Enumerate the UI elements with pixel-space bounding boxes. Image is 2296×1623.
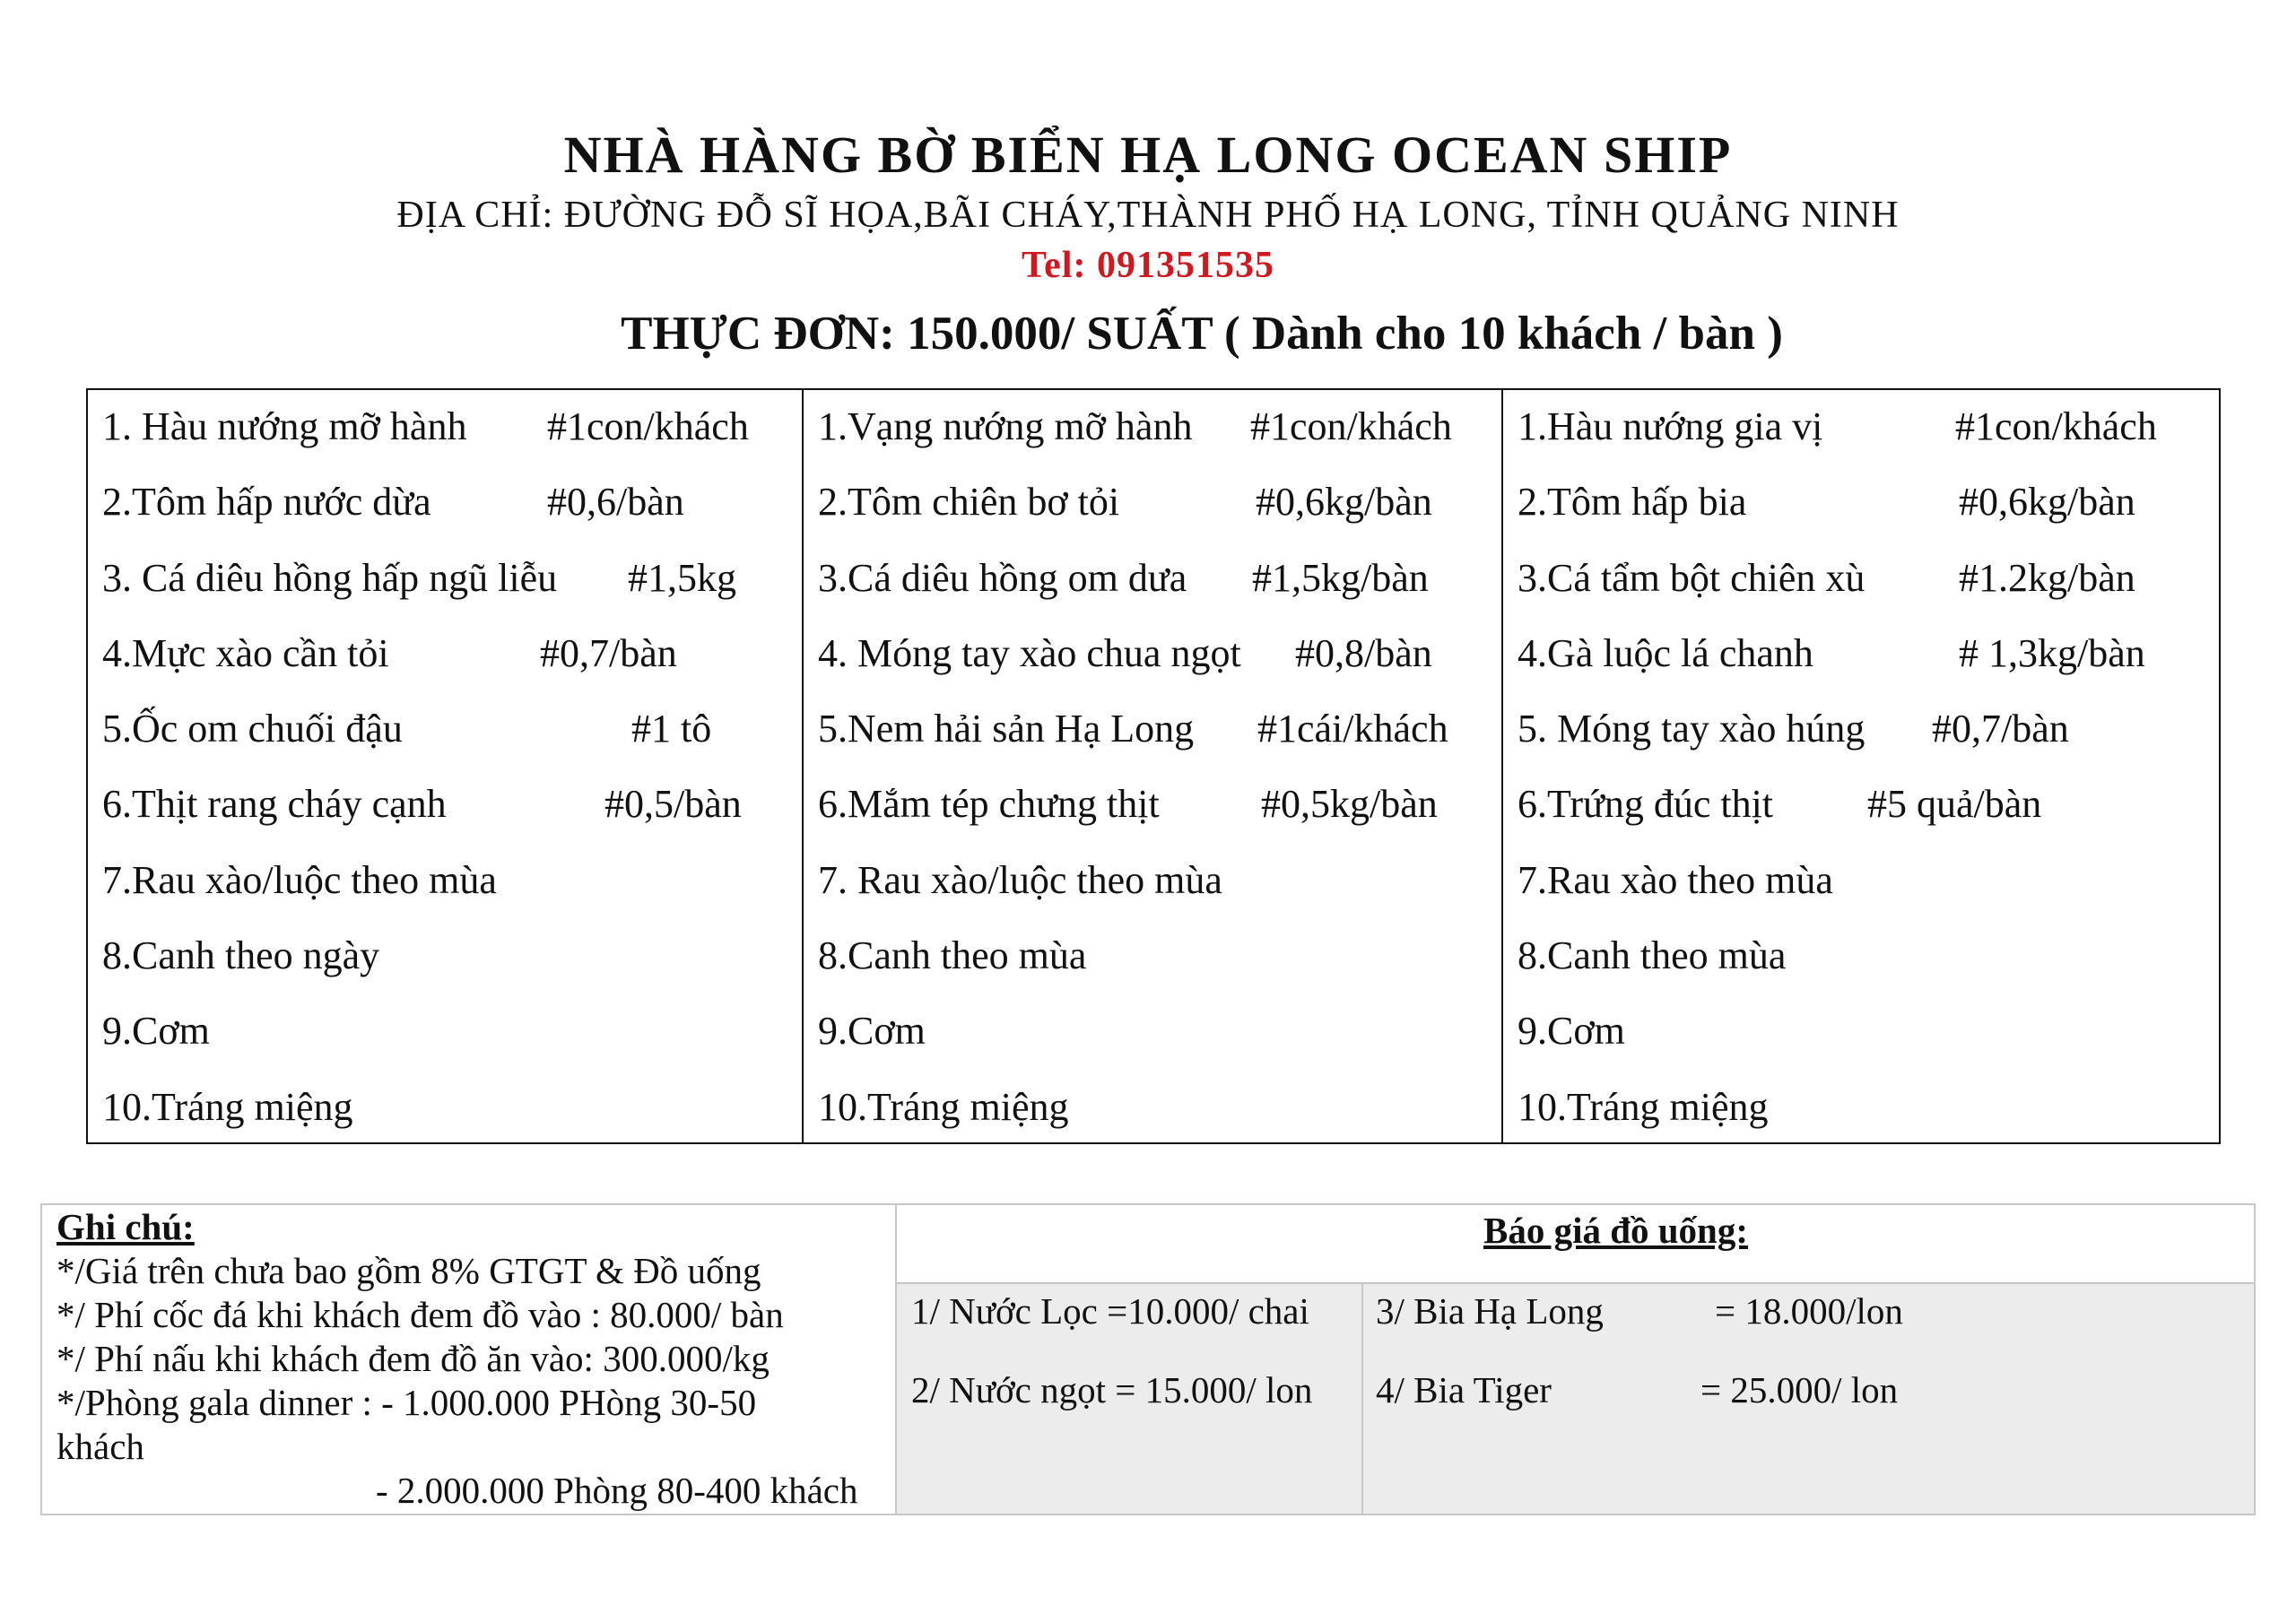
dish-quantity: # 1,3kg/bàn xyxy=(1959,630,2145,675)
menu-item xyxy=(1503,998,2219,1073)
dish-quantity: #0,5kg/bàn xyxy=(1261,782,1438,827)
dish-name: 1.Hàu nướng gia vị xyxy=(1518,404,1823,448)
note-line: */ Phí cốc đá khi khách đem đồ vào : 80.000/ bàn xyxy=(57,1294,784,1335)
dish-quantity: #0,5/bàn xyxy=(604,782,742,827)
menu-table xyxy=(86,388,2221,1144)
dish-name: 8.Canh theo mùa xyxy=(1518,933,1787,978)
menu-item xyxy=(88,923,802,998)
dish-name: 10.Tráng miệng xyxy=(1518,1084,1769,1129)
dish-name: 9.Cơm xyxy=(1518,1009,1625,1054)
dish-name: 3.Cá diêu hồng om dưa xyxy=(818,555,1187,600)
menu-item xyxy=(1503,394,2219,469)
menu-item xyxy=(88,771,802,846)
menu-item xyxy=(804,1074,1501,1150)
dish-name: 3. Cá diêu hồng hấp ngũ liễu xyxy=(102,555,558,600)
dish-quantity: #0,8/bàn xyxy=(1295,630,1432,675)
menu-item xyxy=(88,545,802,621)
menu-item xyxy=(1503,696,2219,771)
drinks-section xyxy=(897,1205,2254,1514)
dish-quantity: #1.2kg/bàn xyxy=(1959,555,2135,600)
menu-item xyxy=(1503,469,2219,544)
menu-item xyxy=(88,621,802,696)
menu-item xyxy=(804,771,1501,846)
notes-section xyxy=(42,1205,897,1514)
menu-item xyxy=(804,621,1501,696)
drink-price: = 18.000/lon xyxy=(1715,1290,1903,1332)
dish-name: 3.Cá tẩm bột chiên xù xyxy=(1518,555,1866,600)
menu-item xyxy=(1503,847,2219,923)
drinks-price-grid xyxy=(897,1284,2254,1514)
dish-quantity: #5 quả/bàn xyxy=(1867,782,2042,827)
dish-name: 8.Canh theo ngày xyxy=(102,933,380,978)
menu-item xyxy=(804,847,1501,923)
dish-name: 9.Cơm xyxy=(818,1009,926,1054)
menu-item xyxy=(1503,545,2219,621)
dish-name: 4. Móng tay xào chua ngọt xyxy=(818,630,1241,675)
drink-item: 4/ Bia Tiger xyxy=(1376,1369,1552,1410)
menu-title: THỰC ĐƠN: 150.000/ SUẤT ( Dành cho 10 khách / bàn ) xyxy=(621,308,1783,360)
menu-column-1 xyxy=(88,390,802,1142)
dish-name: 2.Tôm hấp bia xyxy=(1518,480,1747,525)
menu-item xyxy=(804,469,1501,544)
menu-item xyxy=(88,847,802,923)
menu-column-3 xyxy=(1501,390,2219,1142)
note-line: */ Phí nấu khi khách đem đồ ăn vào: 300.000/kg xyxy=(57,1338,770,1379)
drinks-heading: Báo giá đồ uống: xyxy=(897,1205,2254,1284)
dish-name: 1. Hàu nướng mỡ hành xyxy=(102,404,467,448)
dish-quantity: #0,7/bàn xyxy=(540,630,677,675)
dish-quantity: #1con/khách xyxy=(1250,404,1452,448)
dish-name: 9.Cơm xyxy=(102,1009,210,1054)
dish-quantity: #1con/khách xyxy=(1955,404,2157,448)
menu-item xyxy=(1503,621,2219,696)
dish-quantity: #1,5kg xyxy=(628,555,736,600)
menu-item xyxy=(88,394,802,469)
page-title: NHÀ HÀNG BỜ BIỂN HẠ LONG OCEAN SHIP xyxy=(563,126,1733,184)
drink-price: = 25.000/ lon xyxy=(1700,1369,1899,1410)
dish-name: 6.Mắm tép chưng thịt xyxy=(818,782,1160,827)
column-divider xyxy=(1361,1284,1363,1514)
dish-quantity: #0,7/bàn xyxy=(1932,707,2069,751)
note-line: */Phòng gala dinner : - 1.000.000 PHòng 30-50 xyxy=(57,1382,757,1423)
dish-name: 6.Thịt rang cháy cạnh xyxy=(102,782,447,827)
notes-heading: Ghi chú: xyxy=(57,1206,195,1247)
dish-quantity: #1con/khách xyxy=(547,404,749,448)
dish-name: 5. Móng tay xào húng xyxy=(1518,707,1866,751)
menu-item xyxy=(88,696,802,771)
menu-item xyxy=(804,696,1501,771)
drink-item: 3/ Bia Hạ Long xyxy=(1376,1290,1604,1332)
menu-item xyxy=(88,1074,802,1150)
menu-column-2 xyxy=(802,390,1501,1142)
dish-quantity: #1,5kg/bàn xyxy=(1252,555,1429,600)
dish-name: 4.Mực xào cần tỏi xyxy=(102,630,389,675)
dish-quantity: #1 tô xyxy=(631,707,712,751)
restaurant-phone: Tel: 091351535 xyxy=(1022,245,1274,286)
menu-item xyxy=(804,998,1501,1073)
menu-item xyxy=(1503,1074,2219,1150)
dish-name: 1.Vạng nướng mỡ hành xyxy=(818,404,1193,448)
dish-quantity: #0,6/bàn xyxy=(547,480,684,525)
notes-table xyxy=(40,1203,2256,1515)
dish-quantity: #1cái/khách xyxy=(1257,707,1448,751)
menu-item xyxy=(804,545,1501,621)
note-line: khách xyxy=(57,1426,144,1467)
dish-name: 4.Gà luộc lá chanh xyxy=(1518,630,1813,675)
menu-item xyxy=(804,394,1501,469)
menu-item xyxy=(804,923,1501,998)
dish-name: 2.Tôm chiên bơ tỏi xyxy=(818,480,1120,525)
menu-item xyxy=(1503,771,2219,846)
dish-name: 7.Rau xào theo mùa xyxy=(1518,857,1833,902)
dish-name: 7. Rau xào/luộc theo mùa xyxy=(818,857,1222,902)
menu-item xyxy=(88,998,802,1073)
dish-quantity: #0,6kg/bàn xyxy=(1959,480,2135,525)
dish-name: 5.Ốc om chuối đậu xyxy=(102,707,403,751)
dish-name: 7.Rau xào/luộc theo mùa xyxy=(102,857,497,902)
dish-name: 5.Nem hải sản Hạ Long xyxy=(818,707,1195,751)
dish-name: 10.Tráng miệng xyxy=(818,1084,1069,1129)
dish-name: 10.Tráng miệng xyxy=(102,1084,353,1129)
drink-item: 2/ Nước ngọt = 15.000/ lon xyxy=(911,1369,1313,1410)
note-line: */Giá trên chưa bao gồm 8% GTGT & Đồ uống xyxy=(57,1250,761,1291)
drink-item: 1/ Nước Lọc =10.000/ chai xyxy=(911,1290,1309,1332)
note-line: - 2.000.000 Phòng 80-400 khách xyxy=(376,1470,858,1511)
dish-quantity: #0,6kg/bàn xyxy=(1256,480,1432,525)
menu-item xyxy=(1503,923,2219,998)
dish-name: 6.Trứng đúc thịt xyxy=(1518,782,1774,827)
menu-item xyxy=(88,469,802,544)
restaurant-address: ĐỊA CHỈ: ĐƯỜNG ĐỖ SĨ HỌA,BÃI CHÁY,THÀNH PHỐ HẠ LONG, TỈNH QUẢNG NINH xyxy=(396,195,1900,236)
dish-name: 8.Canh theo mùa xyxy=(818,933,1087,978)
dish-name: 2.Tôm hấp nước dừa xyxy=(102,480,431,525)
